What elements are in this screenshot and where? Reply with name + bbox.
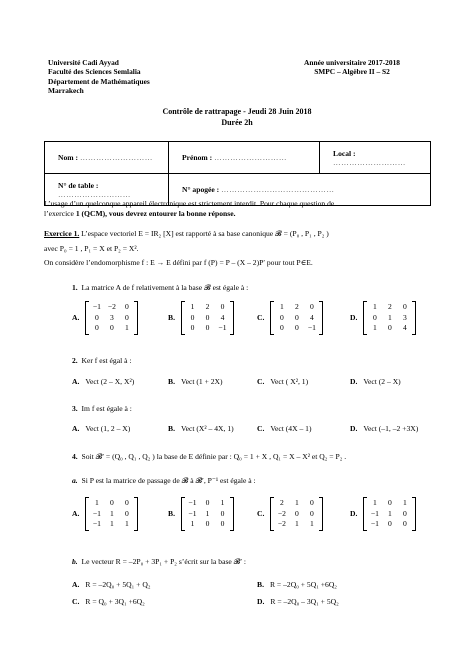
- question-1: 1. La matrice A de f relativement à la base 𝓑 est égale à :: [72, 283, 249, 292]
- option-label: D.: [350, 424, 358, 433]
- firstname-field[interactable]: Prénom : ………………………: [169, 142, 320, 174]
- matrix-cell: 2: [387, 302, 392, 311]
- exam-title: Contrôle de rattrapage - Jeudi 28 Juin 2018: [162, 107, 312, 116]
- matrix-cell: 0: [94, 323, 99, 332]
- question-4b: b. Le vecteur R = –2P₀ + 3P₁ + P₂ s’écrit sur la base 𝓑′ :: [72, 557, 247, 566]
- q1-option-c[interactable]: [257, 301, 323, 335]
- question-4a: a. Si P est la matrice de passage de 𝓑 à 𝓑′, P⁻¹ est égale à :: [72, 476, 256, 485]
- matrix-cell: 1: [190, 519, 195, 528]
- option-label: D.: [350, 509, 358, 519]
- question-2: 2. Ker f est égal à :: [72, 356, 132, 365]
- option-label: C.: [257, 424, 265, 433]
- city-name: Marrakech: [48, 86, 84, 96]
- option-label: B.: [257, 580, 264, 589]
- q4-option-c[interactable]: [257, 497, 323, 531]
- matrix-cell: 1: [402, 498, 407, 507]
- exercise-label: Exercice 1.: [44, 229, 80, 238]
- matrix: [270, 497, 323, 531]
- matrix-cell: 0: [294, 312, 299, 322]
- matrix-cell: 1: [109, 519, 114, 528]
- option-text: R = –2Q₀ – 3Q₁ + 5Q₂: [270, 597, 339, 606]
- question-4: 4. Soit 𝓑′ = (Q₀ , Q₁ , Q₂ ) la base de E définie par : Q₀ = 1 + X , Q₁ = X – X² et Q₂ = P₂ .: [72, 452, 347, 461]
- matrix-cell: 1: [124, 519, 129, 528]
- matrix-cell: 0: [205, 498, 210, 507]
- matrix-cell: 1: [387, 312, 392, 322]
- matrix-cell: 0: [124, 498, 129, 507]
- matrix-cell: 0: [124, 312, 129, 322]
- matrix-cell: 2: [294, 302, 299, 311]
- matrix-cell: 0: [94, 312, 99, 322]
- matrix-cell: 1: [372, 302, 377, 311]
- matrix-cell: 1: [294, 498, 299, 507]
- matrix-cell: 0: [205, 323, 210, 332]
- option-label: A.: [72, 580, 80, 589]
- matrix: [181, 497, 234, 531]
- option-text: R = –2Q₀ + 5Q₁ + Q₂: [85, 580, 151, 589]
- matrix-cell: 1: [309, 519, 314, 528]
- q2-option-c[interactable]: [257, 377, 308, 386]
- matrix-cell: 0: [205, 312, 210, 322]
- matrix: [181, 301, 234, 335]
- matrix-cell: 0: [220, 302, 225, 311]
- matrix-cell: 1: [124, 323, 129, 332]
- matrix-cell: 4: [309, 312, 314, 322]
- q4-option-a[interactable]: [72, 580, 150, 589]
- option-label: D.: [350, 377, 358, 386]
- matrix-cell: 1: [294, 519, 299, 528]
- matrix-cell: 0: [124, 302, 129, 311]
- matrix-cell: 0: [190, 323, 195, 332]
- q2-option-b[interactable]: [168, 377, 223, 386]
- matrix-cell: 0: [190, 312, 195, 322]
- q4-option-d[interactable]: [257, 597, 339, 606]
- q4-option-d[interactable]: [350, 497, 416, 531]
- option-text: Vect ( X², 1): [270, 377, 309, 386]
- question-3: 3. Im f est égale à :: [72, 404, 132, 413]
- option-text: Vect (2 – X): [363, 377, 401, 386]
- matrix-cell: 0: [309, 508, 314, 518]
- option-text: Vect (–1, –2 +3X): [363, 424, 419, 433]
- q1-option-d[interactable]: [350, 301, 416, 335]
- q4-option-b[interactable]: [168, 497, 234, 531]
- matrix: [85, 497, 138, 531]
- option-label: C.: [257, 313, 265, 323]
- matrix-cell: −2: [277, 508, 286, 518]
- matrix-cell: 1: [220, 498, 225, 507]
- matrix-cell: 0: [109, 323, 114, 332]
- matrix-cell: 1: [387, 508, 392, 518]
- q1-option-b[interactable]: [168, 301, 234, 335]
- matrix-cell: 0: [220, 508, 225, 518]
- exercise-endomorphism: On considère l’endomorphisme f : E → E défini par f (P) = P – (X – 2)P′ pour tout P∈E.: [44, 258, 313, 267]
- matrix-cell: −1: [370, 519, 379, 528]
- table-number-field[interactable]: N° de table : ………………………: [45, 174, 169, 206]
- matrix-cell: 0: [402, 302, 407, 311]
- matrix-cell: 1: [190, 302, 195, 311]
- matrix-cell: 0: [124, 508, 129, 518]
- matrix-cell: 0: [294, 508, 299, 518]
- matrix-cell: −2: [277, 519, 286, 528]
- exam-duration: Durée 2h: [221, 118, 253, 127]
- faculty-name: Faculté des Sciences Semlalia: [48, 67, 141, 77]
- option-label: B.: [168, 424, 175, 433]
- matrix-cell: −1: [370, 508, 379, 518]
- option-label: A.: [72, 313, 80, 323]
- matrix-cell: 2: [279, 498, 284, 507]
- matrix-cell: 3: [109, 312, 114, 322]
- option-label: C.: [257, 377, 265, 386]
- option-text: Vect (X² – 4X, 1): [180, 424, 234, 433]
- option-label: A.: [72, 377, 80, 386]
- academic-year: Année universitaire 2017-2018: [304, 58, 400, 67]
- option-label: B.: [168, 509, 175, 519]
- department-name: Département de Mathématiques: [48, 76, 150, 86]
- matrix-cell: −1: [92, 302, 101, 311]
- matrix-cell: 0: [387, 519, 392, 528]
- student-info-table: [44, 141, 431, 206]
- q4-option-a[interactable]: [72, 497, 138, 531]
- instructions-line2: l’exercice 1 (QCM), vous devrez entourer la bonne réponse.: [44, 209, 236, 218]
- option-text: Vect (1, 2 – X): [85, 424, 131, 433]
- exercise-intro: Exercice 1. L’espace vectoriel E = IR₂ [X] est rapporté à sa base canonique 𝓑 = (P₀ , P₁ , P₂ ): [44, 229, 329, 238]
- matrix-cell: 0: [294, 323, 299, 332]
- matrix-cell: 4: [402, 323, 407, 332]
- matrix-cell: −1: [307, 323, 316, 332]
- instructions-line1: L’usage d’un quelconque appareil électronique est strictement interdit. Pour chaque question de: [44, 199, 335, 208]
- local-field[interactable]: Local : ………………………: [320, 142, 431, 174]
- option-label: C.: [257, 509, 265, 519]
- matrix-cell: 1: [279, 302, 284, 311]
- matrix-cell: −1: [92, 508, 101, 518]
- matrix-cell: −2: [107, 302, 116, 311]
- option-label: A.: [72, 509, 80, 519]
- matrix-cell: −1: [188, 508, 197, 518]
- option-text: R = Q₀ + 3Q₁ +6Q₂: [85, 597, 145, 606]
- matrix-cell: 0: [309, 302, 314, 311]
- q4-option-b[interactable]: [257, 580, 337, 589]
- q4-option-c[interactable]: [72, 597, 145, 606]
- matrix: [363, 301, 416, 335]
- q3-option-a[interactable]: [72, 424, 130, 433]
- option-label: B.: [168, 313, 175, 323]
- matrix-cell: −1: [92, 519, 101, 528]
- option-label: C.: [72, 597, 80, 606]
- matrix-cell: 0: [387, 323, 392, 332]
- option-text: R = –2Q₀ + 5Q₁ +6Q₂: [269, 580, 337, 589]
- q2-option-a[interactable]: [72, 377, 134, 386]
- matrix-cell: 1: [94, 498, 99, 507]
- option-label: B.: [168, 377, 175, 386]
- matrix-cell: 1: [109, 508, 114, 518]
- q1-option-a[interactable]: [72, 301, 138, 335]
- course-name: SMPC – Algèbre II – S2: [314, 67, 390, 77]
- matrix-cell: 4: [220, 312, 225, 322]
- apogee-field[interactable]: N° apogée : ……………………………………: [169, 174, 431, 206]
- option-label: D.: [350, 313, 358, 323]
- matrix-cell: 0: [387, 498, 392, 507]
- matrix-cell: 0: [205, 519, 210, 528]
- matrix-cell: 0: [279, 312, 284, 322]
- matrix-cell: 0: [309, 498, 314, 507]
- matrix-cell: 0: [372, 312, 377, 322]
- option-label: D.: [257, 597, 265, 606]
- matrix-cell: 0: [109, 498, 114, 507]
- matrix-cell: 1: [205, 508, 210, 518]
- q3-option-c[interactable]: [257, 424, 312, 433]
- q3-option-b[interactable]: [168, 424, 234, 433]
- matrix-cell: 0: [279, 323, 284, 332]
- matrix: [363, 497, 416, 531]
- name-field[interactable]: Nom : ………………………: [45, 142, 169, 174]
- option-label: A.: [72, 424, 80, 433]
- matrix-cell: 2: [205, 302, 210, 311]
- year-header: [280, 58, 424, 77]
- matrix-cell: −1: [218, 323, 227, 332]
- matrix-cell: 0: [402, 508, 407, 518]
- matrix: [270, 301, 323, 335]
- university-name: Université Cadi Ayyad: [48, 58, 119, 67]
- option-text: Vect (4X – 1): [270, 424, 312, 433]
- matrix-cell: 3: [402, 312, 407, 322]
- matrix-cell: −1: [188, 498, 197, 507]
- exercise-basis: avec P₀ = 1 , P₁ = X et P₂ = X².: [44, 244, 139, 253]
- matrix-cell: 1: [372, 498, 377, 507]
- q3-option-d[interactable]: [350, 424, 418, 433]
- option-text: Vect (1 + 2X): [180, 377, 223, 386]
- matrix-cell: 0: [402, 519, 407, 528]
- matrix: [85, 301, 138, 335]
- option-text: Vect (2 – X, X²): [85, 377, 135, 386]
- q2-option-d[interactable]: [350, 377, 401, 386]
- university-header: [48, 58, 150, 96]
- matrix-cell: 1: [372, 323, 377, 332]
- matrix-cell: 0: [220, 519, 225, 528]
